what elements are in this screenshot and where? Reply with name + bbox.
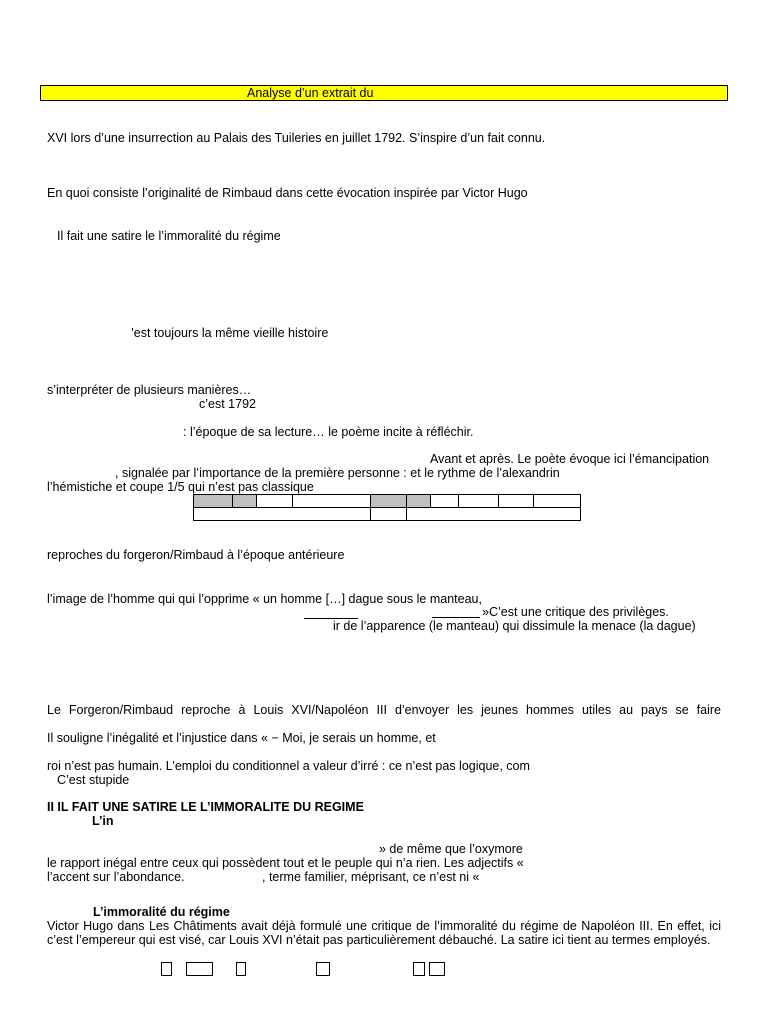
table-row [194,495,581,508]
table-cell [534,495,581,508]
table-row [194,508,581,521]
paragraph-line: s’interpréter de plusieurs manières… [47,383,252,397]
table-cell [431,495,459,508]
section-heading: II IL FAIT UNE SATIRE LE L’IMMORALITE DU REGIME [47,800,364,814]
empty-box [161,962,172,976]
subsection-heading: L’in [92,814,114,828]
paragraph-line: l’hémistiche et coupe 1/5 qui n’est pas classique [47,480,314,494]
paragraph-line: le rapport inégal entre ceux qui possèdent tout et le peuple qui n’a rien. Les adjectifs « [47,856,524,870]
empty-box [316,962,330,976]
empty-box [413,962,425,976]
paragraph-line: c’est l’empereur qui est visé, car Louis XVI n’était pas particulièrement débauché. La satire ici tient au termes employés. [47,933,711,947]
paragraph-line: C’est stupide [57,773,130,787]
paragraph-line: En quoi consiste l’originalité de Rimbaud dans cette évocation inspirée par Victor Hugo [47,186,528,200]
empty-box [186,962,213,976]
paragraph-line: Il fait une satire le l’immoralité du régime [57,229,281,243]
paragraph-line: , terme familier, méprisant, ce n’est ni « [262,870,480,884]
table-cell [233,495,257,508]
paragraph-line: l’image de l’homme qui qui l’opprime « un homme […] dague sous le manteau, [47,592,482,606]
paragraph-line: Victor Hugo dans Les Châtiments avait déjà formulé une critique de l’immoralité du régime de Napoléon III. En effet, ici [47,919,721,933]
paragraph-line: Avant et après. Le poète évoque ici l’émancipation [430,452,710,466]
paragraph-line: » de même que l’oxymore [379,842,523,856]
table-cell [194,495,233,508]
table-cell [371,508,407,521]
metric-grid [193,494,581,521]
paragraph-line: , signalée par l’importance de la première personne : et le rythme de l’alexandrin [115,466,560,480]
subsection-heading: L’immoralité du régime [93,905,230,919]
table-cell [407,495,431,508]
paragraph-line: l’accent sur l’abondance. [47,870,185,884]
table-cell [293,495,371,508]
empty-box [236,962,246,976]
paragraph-line: reproches du forgeron/Rimbaud à l’époque antérieure [47,548,345,562]
table-cell [407,508,581,521]
title-banner [40,85,728,101]
paragraph-line: ir de l’apparence (le manteau) qui dissimule la menace (la dague) [333,619,696,633]
table-cell [499,495,534,508]
paragraph-line: ’est toujours la même vieille histoire [131,326,329,340]
table-cell [459,495,499,508]
paragraph-line: c’est 1792 [199,397,256,411]
paragraph-line: »C’est une critique des privilèges. [482,605,669,619]
document-title: Analyse d’un extrait du [247,86,374,100]
empty-box [429,962,445,976]
paragraph-line: roi n’est pas humain. L’emploi du conditionnel a valeur d’irré : ce n’est pas logique, com [47,759,530,773]
paragraph-line: Il souligne l’inégalité et l’injustice dans « − Moi, je serais un homme, et [47,731,436,745]
table-cell [257,495,293,508]
paragraph-line: XVI lors d’une insurrection au Palais des Tuileries en juillet 1792. S’inspire d’un fait connu. [47,131,546,145]
paragraph-line: : l’époque de sa lecture… le poème incite à réfléchir. [183,425,474,439]
table-cell [194,508,371,521]
table-cell [371,495,407,508]
blank-underline [432,617,480,618]
paragraph-line: Le Forgeron/Rimbaud reproche à Louis XVI/Napoléon III d’envoyer les jeunes hommes utiles au pays se faire [47,703,721,717]
